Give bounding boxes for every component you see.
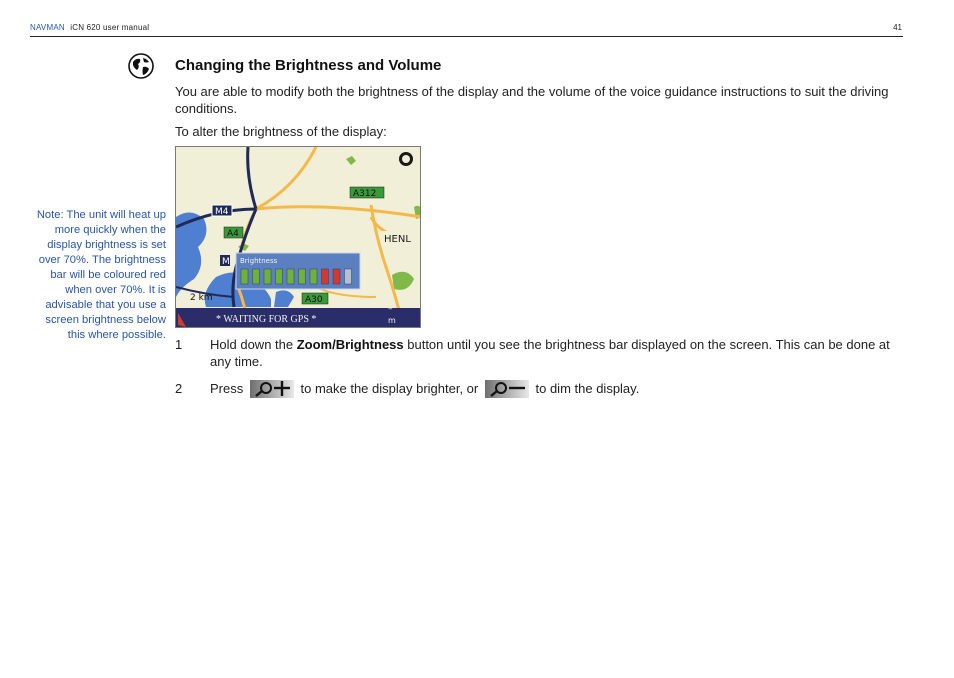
intro-paragraph: You are able to modify both the brightness of the display and the volume of the voice guidance instructions to suit the driving conditions. [175, 84, 889, 116]
zoom-minus-icon [485, 380, 529, 398]
brand-name: NAVMAN [30, 23, 65, 32]
road-label-m4: M4 [215, 207, 229, 217]
step-text-part: to make the display brighter, or [300, 381, 479, 396]
brightness-segment [241, 269, 248, 284]
brightness-segment [333, 269, 340, 284]
globe-icon [128, 53, 154, 79]
road-label-a4: A4 [227, 229, 239, 239]
scale-label: 2 km [190, 293, 213, 303]
map-view [176, 147, 421, 328]
brightness-segment [322, 269, 329, 284]
manual-title: iCN 620 user manual [70, 23, 150, 32]
distance-unit: m [388, 316, 396, 325]
brightness-segment [345, 269, 352, 284]
running-header [30, 23, 149, 32]
step-text-part: Press [210, 381, 244, 396]
brightness-segment [287, 269, 294, 284]
gps-status: * WAITING FOR GPS * [216, 314, 317, 325]
step-text [210, 336, 910, 370]
zoom-brightness-keyword: Zoom/Brightness [296, 337, 404, 352]
header-rule [30, 36, 903, 37]
road-label-a312: A312 [353, 189, 377, 199]
step-text-part: to dim the display. [535, 381, 640, 396]
road-label-m: M [222, 257, 230, 267]
brightness-segment [310, 269, 317, 284]
road-label-a30: A30 [305, 295, 323, 305]
page-number: 41 [893, 23, 902, 32]
compass-icon [402, 155, 410, 163]
distance-value: – [388, 304, 393, 314]
alter-prompt: To alter the brightness of the display: [175, 124, 387, 139]
zoom-plus-icon [250, 380, 294, 398]
brightness-segment [253, 269, 260, 284]
section-title: Changing the Brightness and Volume [175, 57, 442, 74]
brightness-label: Brightness [240, 257, 278, 265]
step-text [210, 380, 910, 399]
town-label: HENL [384, 234, 411, 245]
side-note: Note: The unit will heat up more quickly when the display brightness is set over 70%. The brightness bar will be coloured red when over 70%. It is advisable that you use a screen brightness below this where possible. [36, 209, 166, 341]
device-screenshot [175, 146, 421, 328]
brightness-segment [264, 269, 271, 284]
step-text-part: Hold down the [210, 337, 297, 352]
brightness-segment [299, 269, 306, 284]
step-number: 2 [175, 381, 183, 396]
step-text-part: button until you see the brightness bar displayed on the screen. This can be done at any time. [210, 337, 890, 369]
brightness-segment [276, 269, 283, 284]
step-number: 1 [175, 337, 183, 352]
